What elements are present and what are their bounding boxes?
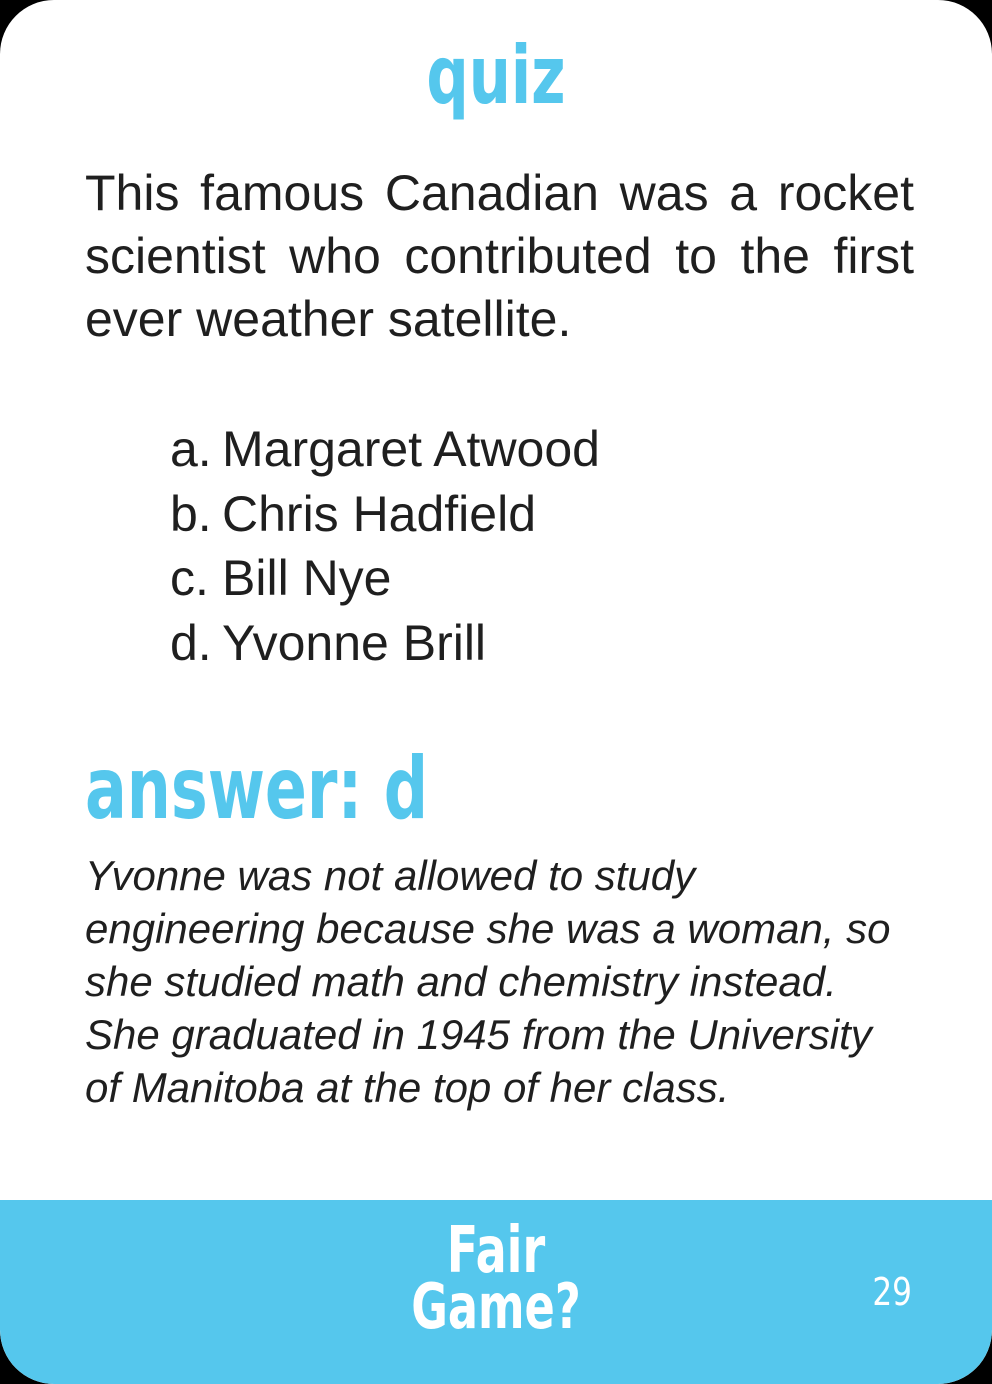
- question-line: ever weather satellite.: [85, 291, 572, 347]
- question-line: scientist who contributed to the first: [85, 228, 914, 284]
- page-number: 29: [871, 1270, 912, 1314]
- answer-heading: answer: d: [85, 739, 429, 839]
- explanation-line: engineering because she was a woman, so: [85, 905, 891, 952]
- explanation-line: she studied math and chemistry instead.: [85, 958, 837, 1005]
- question-line: This famous Canadian was a rocket: [85, 165, 914, 221]
- logo-line: Fair: [446, 1214, 546, 1288]
- option-c: [170, 546, 992, 611]
- option-label: Chris Hadfield: [222, 485, 537, 542]
- explanation-line: She graduated in 1945 from the University: [85, 1011, 872, 1058]
- quiz-title: quiz: [426, 29, 566, 122]
- option-label: Margaret Atwood: [222, 421, 600, 477]
- option-marker: c.: [170, 550, 209, 606]
- explanation-line: Yvonne was not allowed to study: [85, 852, 696, 899]
- explanation-line: of Manitoba at the top of her class.: [85, 1064, 730, 1111]
- option-d: [170, 611, 992, 676]
- option-marker: b.: [170, 485, 212, 542]
- explanation-text: [85, 849, 932, 1114]
- option-marker: a.: [170, 421, 212, 477]
- option-label: Yvonne Brill: [222, 614, 487, 671]
- option-marker: d.: [170, 614, 212, 671]
- options-list: [170, 417, 992, 675]
- logo-line: Game?: [411, 1270, 581, 1343]
- option-b: [170, 482, 992, 547]
- fair-game-logo: [139, 1214, 853, 1343]
- question-text: [85, 162, 914, 351]
- footer-band: [0, 1200, 992, 1384]
- option-label: Bill Nye: [222, 550, 392, 606]
- option-a: [170, 417, 992, 482]
